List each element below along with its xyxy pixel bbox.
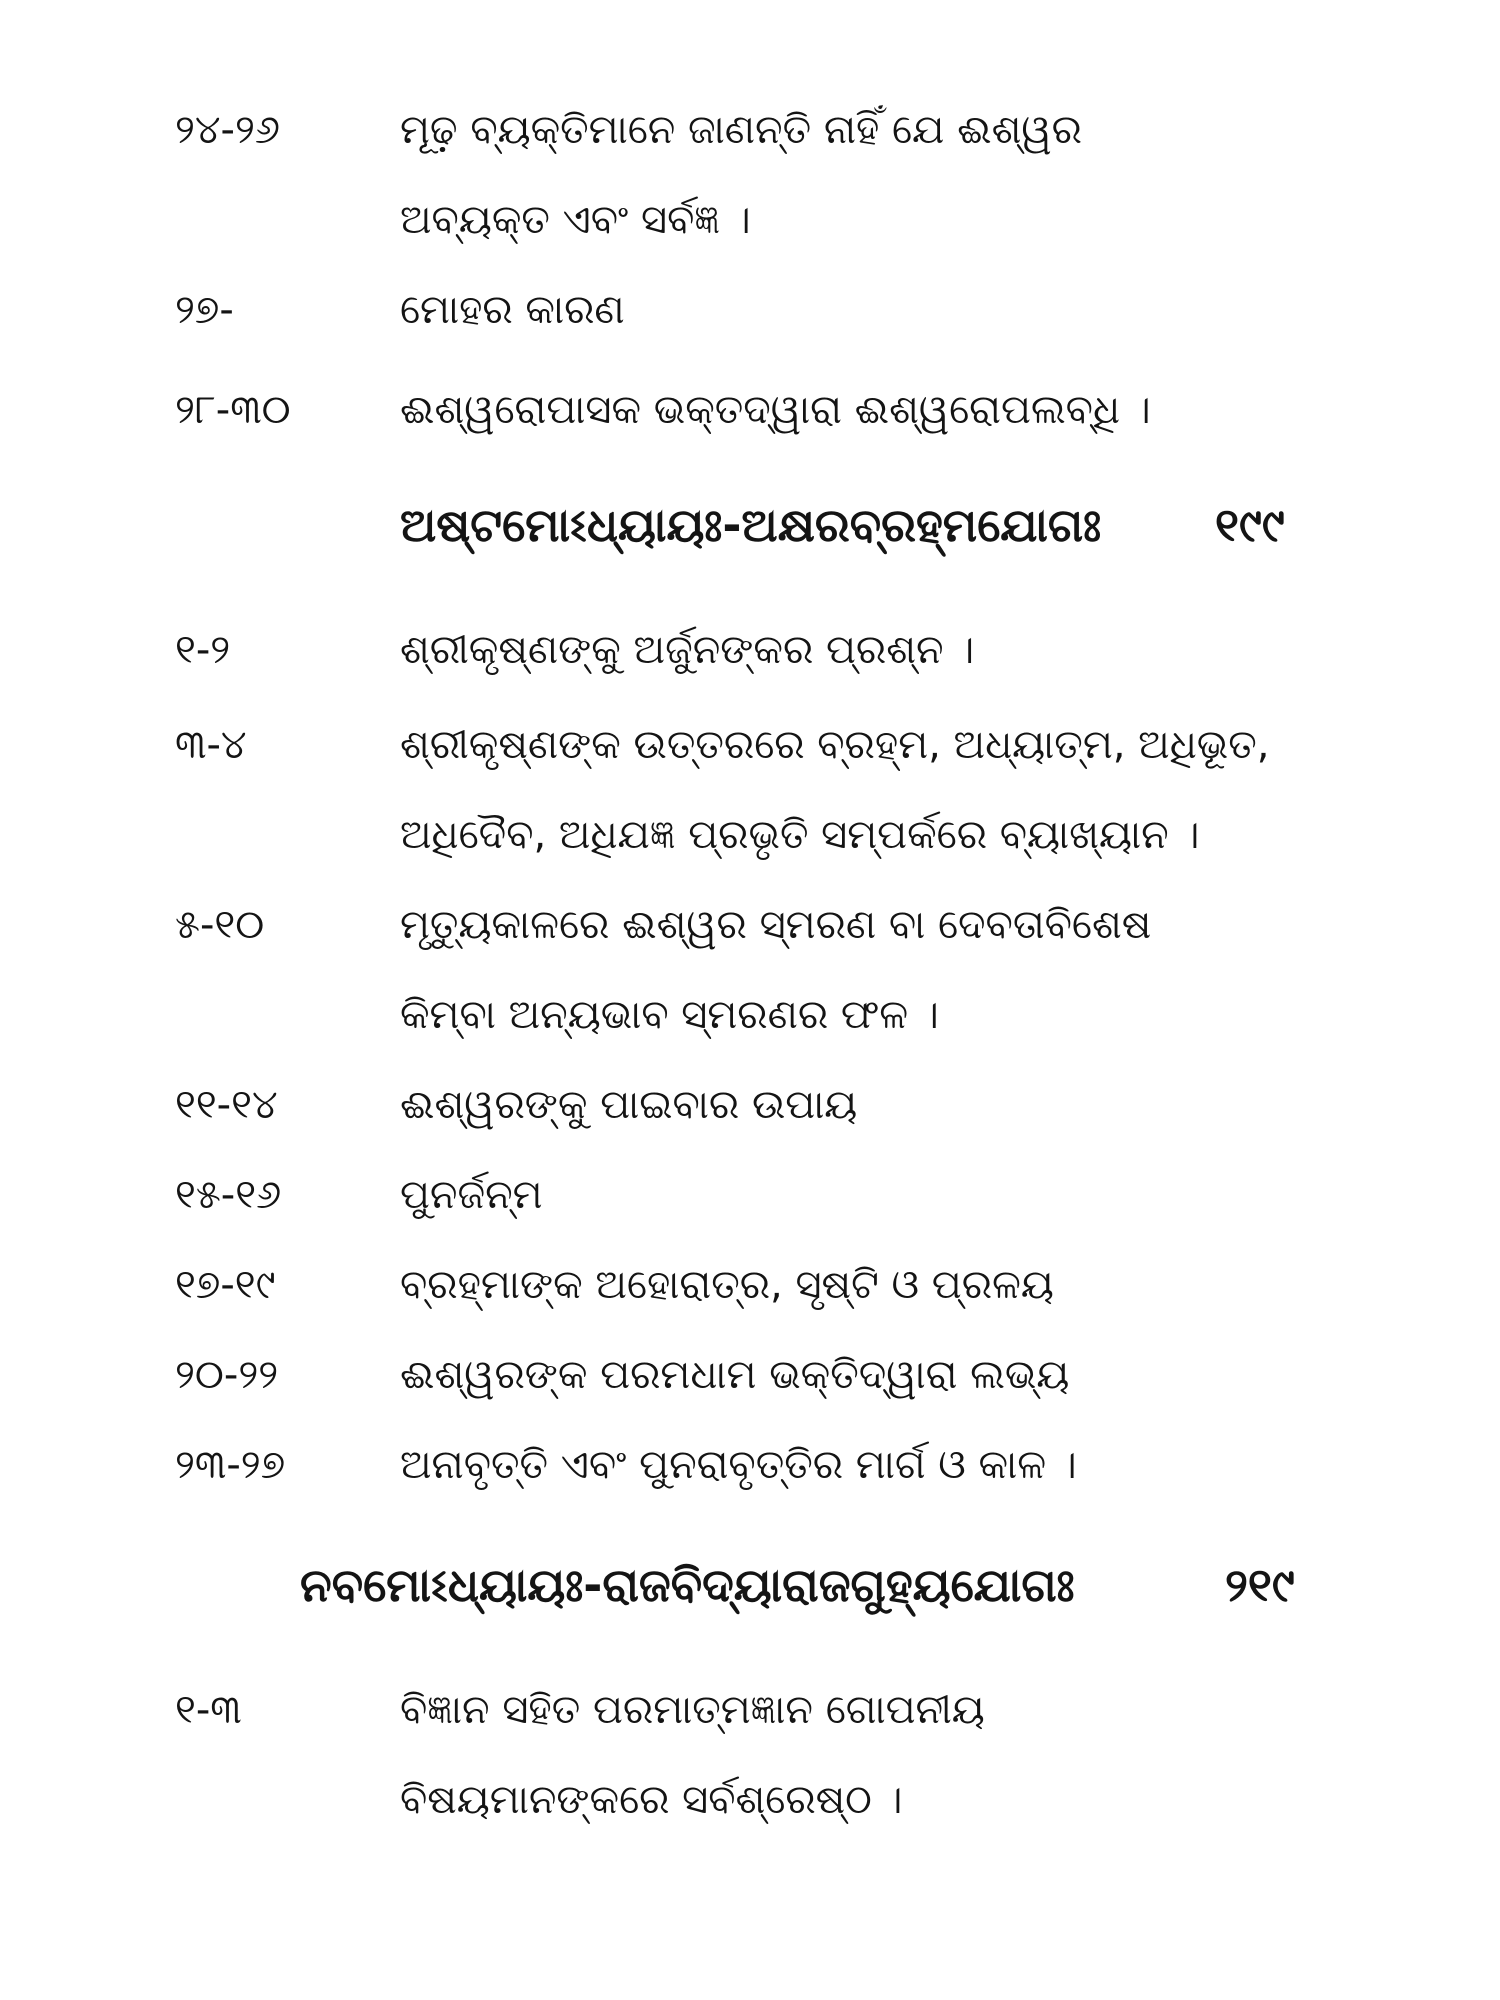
chapter-page-number: ୨୧୯ xyxy=(1225,1558,1295,1612)
entry-text: ଈଶ୍ୱରୋପାସକ ଭକ୍ତଦ୍ୱାରା ଈଶ୍ୱରୋପଲବ୍ଧି । xyxy=(400,387,1151,433)
verse-range: ୧୫-୧୬ xyxy=(175,1172,282,1218)
chapter-page-number: ୧୯୯ xyxy=(1215,498,1285,552)
entry-text: ମୋହର କାରଣ xyxy=(400,287,625,333)
entry-text: ଈଶ୍ୱରଙ୍କୁ ପାଇବାର ଉପାୟ xyxy=(400,1082,858,1128)
toc-entry xyxy=(0,85,1500,265)
entry-text: ବିଜ୍ଞାନ ସହିତ ପରମାତ୍ମଜ୍ଞାନ ଗୋପନୀୟ xyxy=(400,1687,985,1733)
entry-text: ଶ୍ରୀକୃଷ୍ଣଙ୍କୁ ଅର୍ଜୁନଙ୍କର ପ୍ରଶ୍ନ । xyxy=(400,627,975,673)
entry-text: ଅନାବୃତ୍ତି ଏବଂ ପୁନରାବୃତ୍ତିର ମାର୍ଗ ଓ କାଳ । xyxy=(400,1442,1077,1488)
entry-text: ମୃତ୍ୟୁକାଳରେ ଈଶ୍ୱର ସ୍ମରଣ ବା ଦେବତାବିଶେଷ xyxy=(400,902,1152,948)
verse-range: ୧-୩ xyxy=(175,1687,242,1733)
entry-text: ଅଧିଦୈବ, ଅଧିଯଜ୍ଞ ପ୍ରଭୃତି ସମ୍ପର୍କରେ ବ୍ୟାଖ୍ୟାନ । xyxy=(400,812,1200,858)
verse-range: ୨୪-୨୬ xyxy=(175,107,281,153)
verse-range: ୨୭- xyxy=(175,287,234,333)
entry-text: ଈଶ୍ୱରଙ୍କ ପରମଧାମ ଭକ୍ତିଦ୍ୱାରା ଲଭ୍ୟ xyxy=(400,1352,1070,1398)
verse-range: ୨୦-୨୨ xyxy=(175,1352,279,1398)
toc-entry xyxy=(0,880,1500,1060)
chapter-title: ଅଷ୍ଟମୋଽଧ୍ୟାୟଃ-ଅକ୍ଷରବ୍ରହ୍ମଯୋଗଃ xyxy=(400,498,1102,552)
toc-entry xyxy=(0,265,1500,355)
toc-entry xyxy=(0,700,1500,880)
toc-entry xyxy=(0,605,1500,695)
entry-text: ବିଷୟମାନଙ୍କରେ ସର୍ବଶ୍ରେଷ୍ଠ । xyxy=(400,1777,903,1823)
verse-range: ୧୭-୧୯ xyxy=(175,1262,276,1308)
entry-text: ଶ୍ରୀକୃଷ୍ଣଙ୍କ ଉତ୍ତରରେ ବ୍ରହ୍ମ, ଅଧ୍ୟାତ୍ମ, ଅଧିଭୂତ, xyxy=(400,722,1270,768)
toc-entry xyxy=(0,1150,1500,1240)
verse-range: ୫-୧୦ xyxy=(175,902,265,948)
toc-entry xyxy=(0,365,1500,455)
toc-entry xyxy=(0,1060,1500,1150)
entry-text: କିମ୍ବା ଅନ୍ୟଭାବ ସ୍ମରଣର ଫଳ । xyxy=(400,992,939,1038)
toc-entry xyxy=(0,1240,1500,1330)
entry-text: ପୁନର୍ଜନ୍ମ xyxy=(400,1172,543,1218)
verse-range: ୨୩-୨୭ xyxy=(175,1442,286,1488)
verse-range: ୨୮-୩୦ xyxy=(175,387,291,433)
verse-range: ୧-୨ xyxy=(175,627,231,673)
toc-entry xyxy=(0,1665,1500,1845)
entry-text: ଅବ୍ୟକ୍ତ ଏବଂ ସର୍ବଜ୍ଞ । xyxy=(400,197,751,243)
entry-text: ବ୍ରହ୍ମାଙ୍କ ଅହୋରାତ୍ର, ସୃଷ୍ଟି ଓ ପ୍ରଳୟ xyxy=(400,1262,1054,1308)
entry-text: ମୂଢ଼ ବ୍ୟକ୍ତିମାନେ ଜାଣନ୍ତି ନାହିଁ ଯେ ଈଶ୍ୱର xyxy=(400,107,1082,153)
verse-range: ୩-୪ xyxy=(175,722,247,768)
toc-entry xyxy=(0,1420,1500,1510)
toc-entry xyxy=(0,1330,1500,1420)
chapter-title: ନବମୋଽଧ୍ୟାୟଃ-ରାଜବିଦ୍ୟାରାଜଗୁହ୍ୟଯୋଗଃ xyxy=(300,1558,1075,1612)
verse-range: ୧୧-୧୪ xyxy=(175,1082,278,1128)
